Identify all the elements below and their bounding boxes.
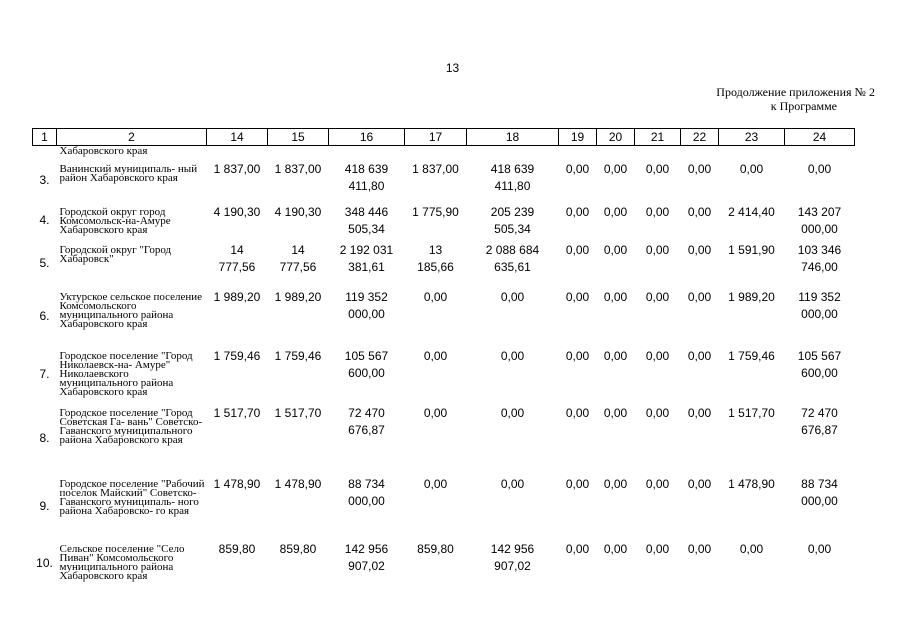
cell-17: 1 775,90 (412, 204, 459, 219)
cell-14: 14 777,56 (218, 242, 256, 274)
cell-22: 0,00 (687, 541, 712, 556)
cell-19: 0,00 (565, 476, 590, 491)
cell-14: 1 478,90 (213, 476, 261, 491)
continued-name: Хабаровского края (59, 145, 148, 157)
cell-19: 0,00 (565, 161, 590, 176)
cell-19: 0,00 (565, 348, 590, 363)
cell-19: 0,00 (565, 242, 590, 257)
cell-24: 88 734 000,00 (801, 476, 838, 508)
header-cell: 15 (268, 129, 329, 146)
cell-24: 72 470 676,87 (801, 405, 838, 437)
row-name: Городской округ "Город Хабаровск" (59, 243, 172, 265)
header-cell: 19 (559, 129, 597, 146)
header-cell: 17 (405, 129, 467, 146)
cell-21: 0,00 (645, 348, 670, 363)
cell-18: 0,00 (500, 289, 525, 304)
row-name: Городской округ город Комсомольск-на-Амуре Хабаровского края (59, 205, 171, 236)
cell-16: 88 734 000,00 (348, 476, 385, 508)
cell-22: 0,00 (687, 476, 712, 491)
header-cell: 16 (329, 129, 405, 146)
cell-14: 1 837,00 (213, 161, 261, 176)
appendix-title (690, 85, 875, 113)
row-name: Сельское поселение "Село Пиван" Комсомольского муниципального района Хабаровского края (59, 542, 185, 582)
cell-19: 0,00 (565, 541, 590, 556)
cell-20: 0,00 (603, 242, 628, 257)
cell-20: 0,00 (603, 405, 628, 420)
cell-17: 1 837,00 (412, 161, 459, 176)
cell-21: 0,00 (645, 289, 670, 304)
cell-22: 0,00 (687, 348, 712, 363)
table-row (33, 346, 855, 403)
table-row (33, 403, 855, 474)
table-row (33, 539, 855, 589)
table-row (33, 287, 855, 346)
table-row (33, 474, 855, 539)
cell-20: 0,00 (603, 348, 628, 363)
row-number: 6. (39, 308, 50, 323)
cell-17: 0,00 (423, 476, 448, 491)
row-name: Уктурское сельское поселение Комсомольского муниципального района Хабаровского края (59, 290, 203, 330)
cell-18: 418 639 411,80 (490, 161, 535, 193)
cell-14: 1 517,70 (213, 405, 261, 420)
cell-20: 0,00 (603, 476, 628, 491)
header-cell: 24 (785, 129, 855, 146)
row-name: Городское поселение "Город Советская Га- вань" Советско- Гаванского муниципального района Хабаровского края (59, 406, 203, 446)
table-row (33, 159, 855, 202)
cell-24: 143 207 000,00 (797, 204, 842, 236)
cell-15: 859,80 (279, 541, 317, 556)
appendix-title-line-1: Продолжение приложения № 2 (716, 85, 875, 99)
cell-16: 142 956 907,02 (344, 541, 389, 573)
cell-23: 2 414,40 (728, 204, 775, 219)
cell-20: 0,00 (603, 204, 628, 219)
cell-17: 0,00 (423, 289, 448, 304)
header-cell: 21 (635, 129, 681, 146)
cell-19: 0,00 (565, 204, 590, 219)
cell-14: 1 989,20 (213, 289, 261, 304)
cell-23: 1 517,70 (728, 405, 775, 420)
cell-18: 2 088 684 635,61 (485, 242, 540, 274)
cell-23: 0,00 (739, 541, 764, 556)
header-cell: 2 (57, 129, 207, 146)
header-cell: 20 (597, 129, 635, 146)
cell-14: 4 190,30 (213, 204, 261, 219)
cell-21: 0,00 (645, 541, 670, 556)
cell-15: 1 837,00 (274, 161, 322, 176)
appendix-title-line-2: к Программе (770, 99, 837, 113)
row-number: 4. (39, 213, 50, 227)
cell-20: 0,00 (603, 289, 628, 304)
cell-24: 119 352 000,00 (798, 289, 841, 321)
cell-16: 72 470 676,87 (348, 405, 385, 437)
row-name: Городское поселение "Рабочий поселок Майский" Советско- Гаванского муниципаль- ного района Хабаровско- го края (59, 477, 205, 517)
cell-15: 14 777,56 (279, 242, 317, 274)
cell-21: 0,00 (645, 204, 670, 219)
row-name: Ванинский муниципаль- ный район Хабаровского края (59, 162, 198, 184)
cell-14: 859,80 (218, 541, 256, 556)
cell-21: 0,00 (645, 476, 670, 491)
cell-22: 0,00 (687, 204, 712, 219)
cell-19: 0,00 (565, 289, 590, 304)
cell-18: 0,00 (500, 405, 525, 420)
cell-18: 142 956 907,02 (490, 541, 535, 573)
cell-19: 0,00 (565, 405, 590, 420)
cell-21: 0,00 (645, 242, 670, 257)
cell-23: 1 759,46 (728, 348, 775, 363)
row-name: Городское поселение "Город Николаевск-на- Амуре" Николаевского муниципального района Хабаровского края (59, 349, 193, 398)
cell-22: 0,00 (687, 161, 712, 176)
cell-18: 205 239 505,34 (490, 204, 535, 236)
row-number: 3. (39, 172, 50, 187)
page-number: 13 (445, 61, 460, 75)
header-row (33, 129, 855, 146)
cell-16: 418 639 411,80 (344, 161, 389, 193)
cell-14: 1 759,46 (213, 348, 261, 363)
cell-16: 2 192 031 381,61 (339, 242, 394, 274)
header-cell: 23 (719, 129, 785, 146)
cell-21: 0,00 (645, 405, 670, 420)
cell-17: 859,80 (417, 541, 454, 556)
header-cell: 22 (681, 129, 719, 146)
header-cell: 1 (33, 129, 57, 146)
cell-17: 13 185,66 (417, 242, 454, 274)
cell-16: 119 352 000,00 (345, 289, 388, 321)
table-row (33, 240, 855, 287)
cell-24: 105 567 600,00 (797, 348, 842, 380)
row-number: 8. (39, 430, 50, 445)
cell-17: 0,00 (423, 348, 448, 363)
row-number: 5. (39, 255, 50, 270)
cell-23: 1 989,20 (728, 289, 775, 304)
cell-24: 103 346 746,00 (797, 242, 842, 274)
header-cell: 18 (467, 129, 559, 146)
cell-18: 0,00 (500, 348, 525, 363)
cell-23: 1 591,90 (728, 242, 775, 257)
cell-15: 1 759,46 (274, 348, 322, 363)
cell-20: 0,00 (603, 541, 628, 556)
row-number: 10. (36, 556, 53, 570)
row-number: 7. (39, 366, 50, 381)
data-table (32, 128, 855, 589)
cell-15: 4 190,30 (274, 204, 322, 219)
cell-22: 0,00 (687, 405, 712, 420)
cell-16: 105 567 600,00 (344, 348, 389, 380)
cell-16: 348 446 505,34 (344, 204, 389, 236)
cell-17: 0,00 (423, 405, 448, 420)
cell-15: 1 989,20 (274, 289, 322, 304)
cell-15: 1 517,70 (274, 405, 322, 420)
cell-23: 1 478,90 (728, 476, 775, 491)
cell-22: 0,00 (687, 289, 712, 304)
header-cell: 14 (207, 129, 268, 146)
cell-20: 0,00 (603, 161, 628, 176)
cell-24: 0,00 (807, 541, 832, 556)
table-row (33, 202, 855, 240)
cell-24: 0,00 (807, 161, 832, 176)
cell-22: 0,00 (687, 242, 712, 257)
cell-23: 0,00 (739, 161, 764, 176)
cell-15: 1 478,90 (274, 476, 322, 491)
cell-21: 0,00 (645, 161, 670, 176)
cell-18: 0,00 (500, 476, 525, 491)
row-number: 9. (39, 498, 50, 513)
table-row-continued (33, 146, 855, 159)
